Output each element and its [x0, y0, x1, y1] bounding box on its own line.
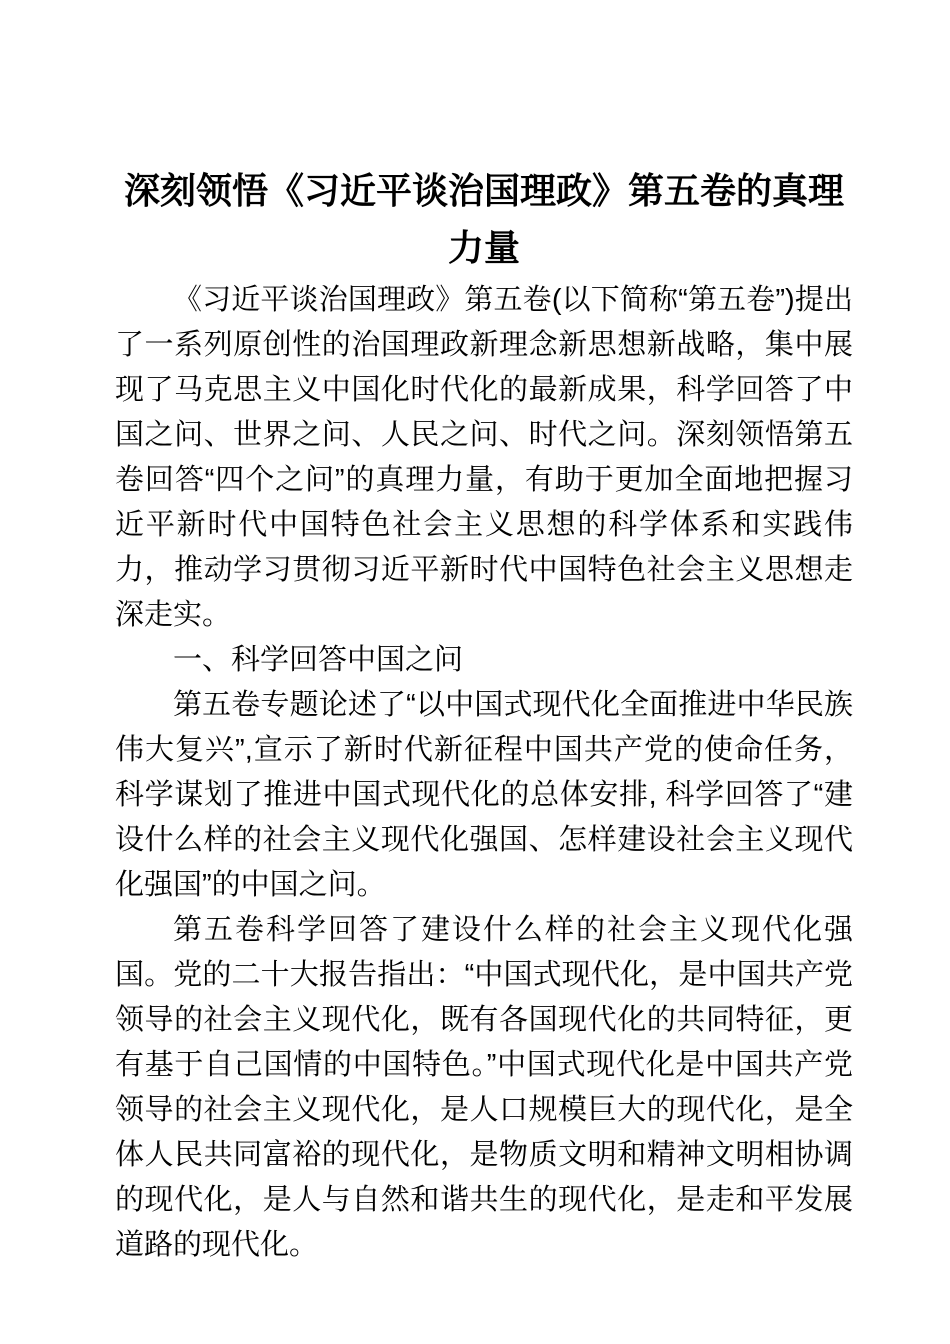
paragraph-section1-1: 第五卷专题论述了“以中国式现代化全面推进中华民族伟大复兴”,宣示了新时代新征程中国共产党的使命任务，科学谋划了推进中国式现代化的总体安排, 科学回答了“建设什么样的社会主义现代化强国、怎样建设社会主义现代化强国”的中国之问。 [115, 689, 853, 901]
paragraph-section1-2: 第五卷科学回答了建设什么样的社会主义现代化强国。党的二十大报告指出：“中国式现代化，是中国共产党领导的社会主义现代化，既有各国现代化的共同特征，更有基于自己国情的中国特色。”中国式现代化是中国共产党领导的社会主义现代化，是人口规模巨大的现代化，是全体人民共同富裕的现代化，是物质文明和精神文明相协调的现代化，是人与自然和谐共生的现代化，是走和平发展道路的现代化。 [115, 914, 853, 1261]
document-body [115, 278, 853, 1268]
paragraph-intro: 《习近平谈治国理政》第五卷(以下简称“第五卷”)提出了一系列原创性的治国理政新理念新思想新战略，集中展现了马克思主义中国化时代化的最新成果，科学回答了中国之问、世界之问、人民之问、时代之问。深刻领悟第五卷回答“四个之问”的真理力量，有助于更加全面地把握习近平新时代中国特色社会主义思想的科学体系和实践伟力，推动学习贯彻习近平新时代中国特色社会主义思想走深走实。 [115, 284, 853, 631]
section-heading-1: 一、科学回答中国之问 [173, 644, 464, 676]
document-title: 深刻领悟《习近平谈治国理政》第五卷的真理力量 [123, 170, 844, 268]
